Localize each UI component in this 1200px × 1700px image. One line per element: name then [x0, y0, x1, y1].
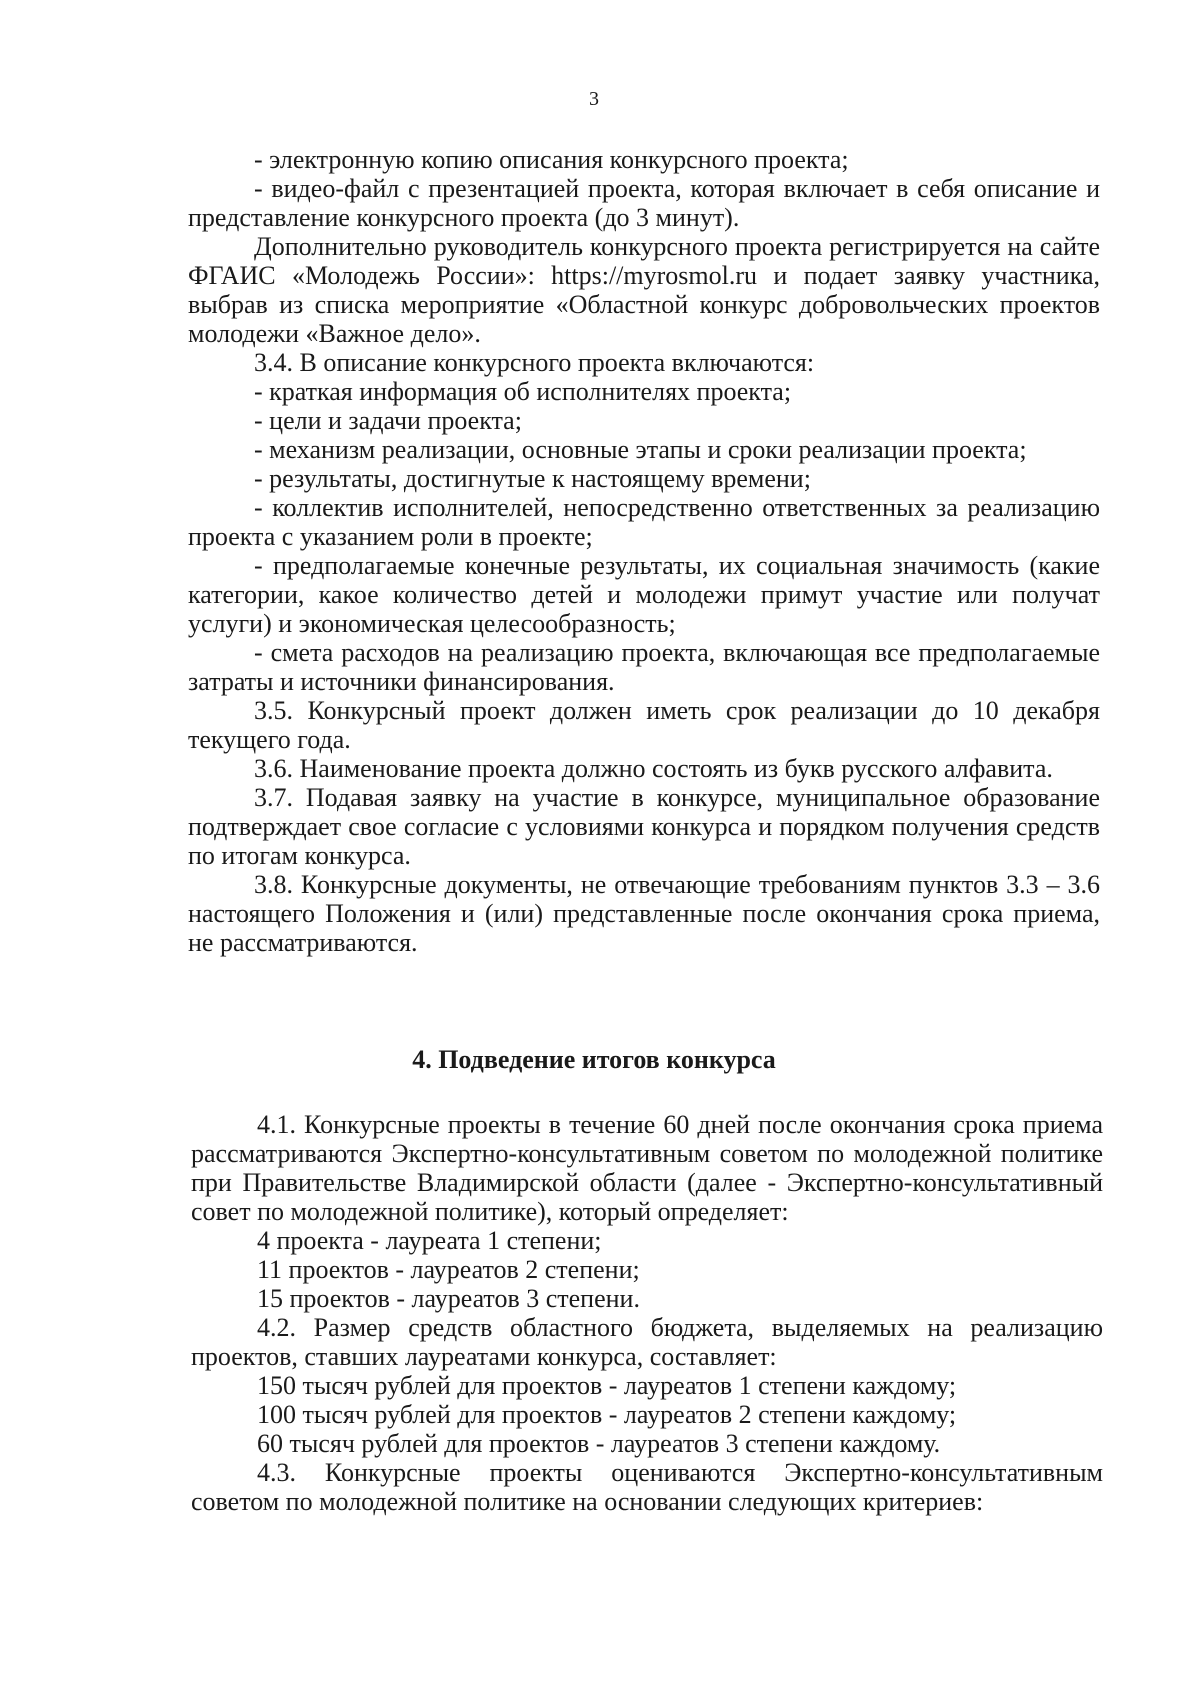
- list-item: 100 тысяч рублей для проектов - лауреатов 2 степени каждому;: [257, 1400, 957, 1429]
- list-item: - смета расходов на реализацию проекта, включающая все предполагаемые затраты и источники финансирования.: [188, 638, 1100, 696]
- section-4-body: [191, 1110, 1103, 1516]
- list-item: - коллектив исполнителей, непосредственно ответственных за реализацию проекта с указанием роли в проекте;: [188, 493, 1100, 551]
- list-item: - краткая информация об исполнителях проекта;: [254, 377, 792, 406]
- list-item: 4 проекта - лауреата 1 степени;: [257, 1226, 602, 1255]
- list-item: - цели и задачи проекта;: [254, 406, 522, 435]
- paragraph: 4.3. Конкурсные проекты оцениваются Экспертно-консультативным советом по молодежной политике на основании следующих критериев:: [191, 1458, 1103, 1516]
- paragraph: - электронную копию описания конкурсного проекта;: [254, 145, 849, 174]
- paragraph: 3.8. Конкурсные документы, не отвечающие требованиям пунктов 3.3 – 3.6 настоящего Положения и (или) представленные после окончания срока приема, не рассматриваются.: [188, 870, 1100, 957]
- section-4-heading: 4. Подведение итогов конкурса: [412, 1045, 776, 1074]
- list-item: - механизм реализации, основные этапы и сроки реализации проекта;: [254, 435, 1027, 464]
- list-item: 150 тысяч рублей для проектов - лауреатов 1 степени каждому;: [257, 1371, 957, 1400]
- list-item: - предполагаемые конечные результаты, их социальная значимость (какие категории, какое количество детей и молодежи примут участие или получат услуги) и экономическая целесообразность;: [188, 551, 1100, 638]
- section-3-body: [188, 145, 1100, 957]
- paragraph: 4.1. Конкурсные проекты в течение 60 дней после окончания срока приема рассматриваются Экспертно-консультативным советом по молодежной политике при Правительстве Владимирской области (далее - Экспертно-консультативный совет по молодежной политике), который определяет:: [191, 1110, 1103, 1226]
- paragraph: Дополнительно руководитель конкурсного проекта регистрируется на сайте ФГАИС «Молодежь России»: https://myrosmol.ru и подает заявку участника, выбрав из списка мероприятие «Областной конкурс добровольческих проектов молодежи «Важное дело».: [188, 232, 1100, 348]
- paragraph: - видео-файл с презентацией проекта, которая включает в себя описание и представление конкурсного проекта (до 3 минут).: [188, 174, 1100, 232]
- page-number: 3: [589, 88, 599, 110]
- paragraph: 3.7. Подавая заявку на участие в конкурсе, муниципальное образование подтверждает свое согласие с условиями конкурса и порядком получения средств по итогам конкурса.: [188, 783, 1100, 870]
- list-item: - результаты, достигнутые к настоящему времени;: [254, 464, 811, 493]
- paragraph: 3.5. Конкурсный проект должен иметь срок реализации до 10 декабря текущего года.: [188, 696, 1100, 754]
- paragraph: 4.2. Размер средств областного бюджета, выделяемых на реализацию проектов, ставших лауреатами конкурса, составляет:: [191, 1313, 1103, 1371]
- list-item: 15 проектов - лауреатов 3 степени.: [257, 1284, 640, 1313]
- paragraph: 3.4. В описание конкурсного проекта включаются:: [254, 348, 815, 377]
- paragraph: 3.6. Наименование проекта должно состоять из букв русского алфавита.: [254, 754, 1053, 783]
- list-item: 60 тысяч рублей для проектов - лауреатов 3 степени каждому.: [257, 1429, 941, 1458]
- list-item: 11 проектов - лауреатов 2 степени;: [257, 1255, 640, 1284]
